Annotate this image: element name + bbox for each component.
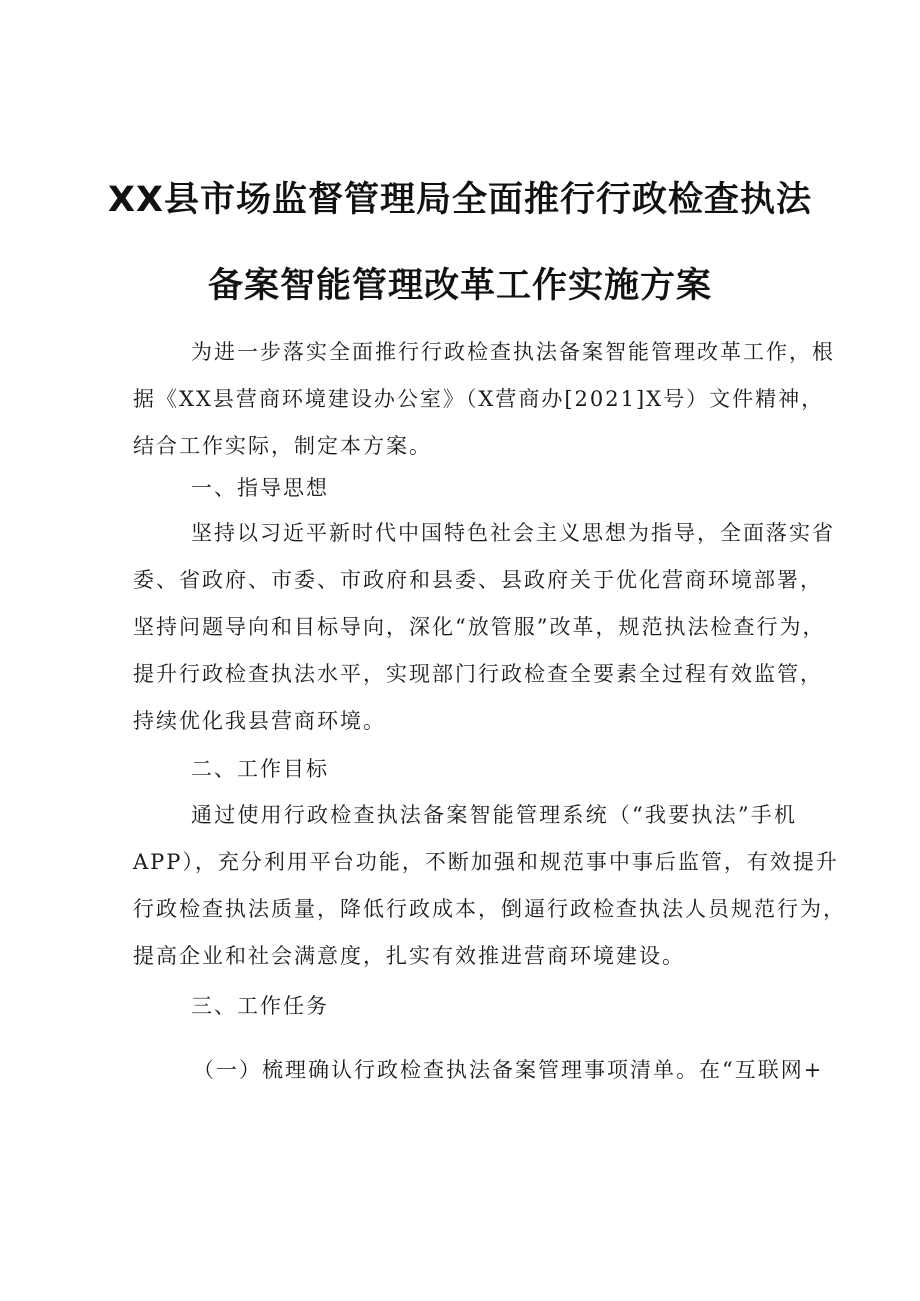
section-3-item-1: （一）梳理确认行政检查执法备案管理事项清单。在“互联网+ <box>193 1058 824 1082</box>
section-2-line: APP），充分利用平台功能，不断加强和规范事中事后监管，有效提升 <box>133 850 839 874</box>
section-1-line: 持续优化我县营商环境。 <box>133 709 386 733</box>
intro-line: 为进一步落实全面推行行政检查执法备案智能管理改革工作，根 <box>191 340 835 364</box>
section-2-paragraph <box>133 792 846 980</box>
document-title-line-1: XX县市场监督管理局全面推行行政检查执法 <box>108 180 812 220</box>
section-1-line: 坚持问题导向和目标导向，深化“放管服”改革，规范执法检查行为， <box>133 615 826 639</box>
section-2-line: 行政检查执法质量，降低行政成本，倒逼行政检查执法人员规范行为， <box>133 897 846 921</box>
section-2-line: 提高企业和社会满意度，扎实有效推进营商环境建设。 <box>133 944 685 968</box>
intro-line: 据《XX县营商环境建设办公室》（X营商办[2021]X号）文件精神， <box>133 387 825 411</box>
section-1-heading: 一、指导思想 <box>191 476 329 500</box>
section-2-heading: 二、工作目标 <box>191 757 329 781</box>
section-3-heading: 三、工作任务 <box>191 994 329 1018</box>
document-title-line-2: 备案智能管理改革工作实施方案 <box>207 266 712 306</box>
intro-line: 结合工作实际，制定本方案。 <box>133 434 432 458</box>
intro-paragraph <box>133 329 835 470</box>
section-1-line: 提升行政检查执法水平，实现部门行政检查全要素全过程有效监管， <box>133 662 823 686</box>
section-1-line: 委、省政府、市委、市政府和县委、县政府关于优化营商环境部署， <box>133 568 823 592</box>
section-1-line: 坚持以习近平新时代中国特色社会主义思想为指导，全面落实省 <box>191 521 835 545</box>
section-1-paragraph <box>133 510 835 745</box>
section-2-line: 通过使用行政检查执法备案智能管理系统（“我要执法”手机 <box>191 803 797 827</box>
